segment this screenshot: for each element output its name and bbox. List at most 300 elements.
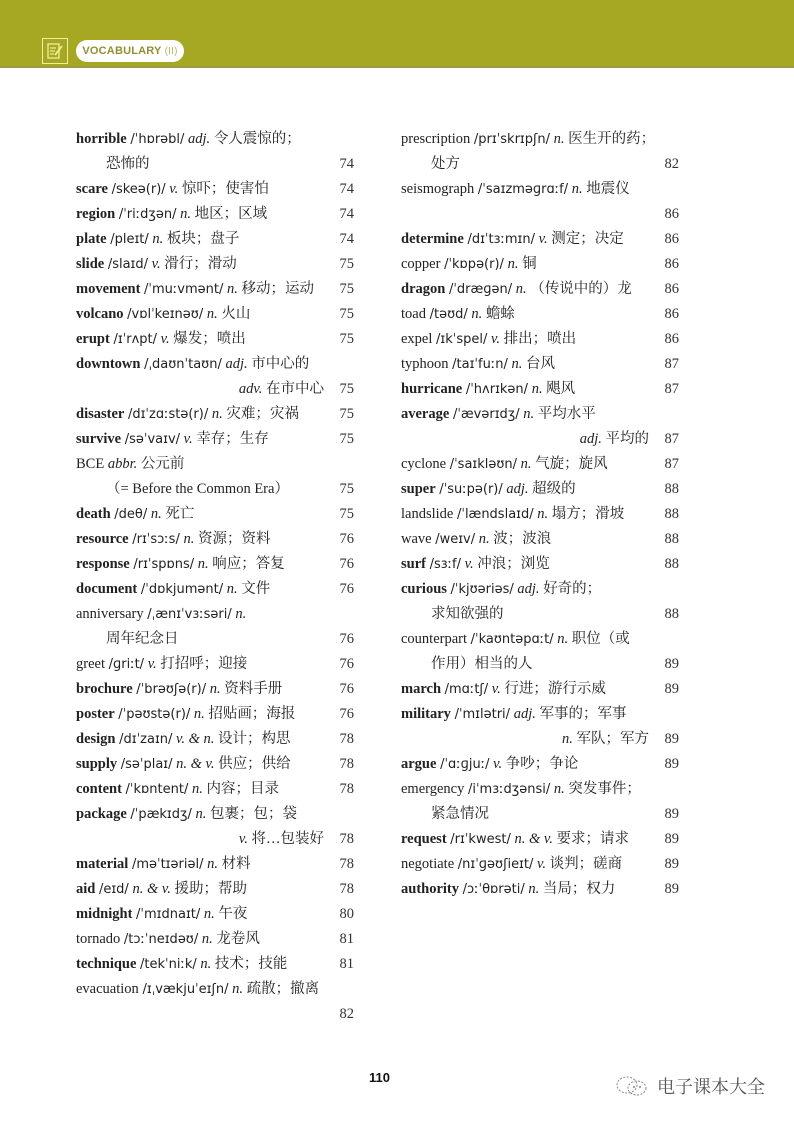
meaning-continued: 平均的 bbox=[605, 431, 649, 447]
meaning: 行进；游行示威 bbox=[504, 681, 606, 697]
page-ref: 78 bbox=[339, 756, 354, 772]
headword: erupt bbox=[76, 331, 110, 347]
page-ref: 89 bbox=[664, 831, 679, 847]
page-ref: 78 bbox=[339, 856, 354, 872]
meaning-continued bbox=[76, 1006, 106, 1022]
phonetic: /ˈdræɡən/ bbox=[448, 282, 513, 297]
headword: horrible bbox=[76, 131, 127, 147]
vocab-entry bbox=[401, 427, 679, 452]
meaning-continued: 将…包装好 bbox=[251, 831, 324, 847]
page-ref: 75 bbox=[339, 381, 354, 397]
phonetic: /rɪˈsɔːs/ bbox=[132, 532, 180, 547]
headword: cyclone bbox=[401, 456, 447, 472]
headword: survive bbox=[76, 431, 122, 447]
headword: determine bbox=[401, 231, 464, 247]
phonetic: /ˈsaɪkləʊn/ bbox=[449, 457, 518, 472]
headword: region bbox=[76, 206, 116, 222]
phonetic: /prɪˈskrɪpʃn/ bbox=[473, 132, 550, 147]
phonetic: /ˈpəʊstə(r)/ bbox=[118, 707, 191, 722]
page-ref: 78 bbox=[339, 731, 354, 747]
page-ref: 74 bbox=[339, 206, 354, 222]
phonetic: /pleɪt/ bbox=[110, 232, 149, 247]
page-ref: 87 bbox=[664, 456, 679, 472]
part-of-speech: n. bbox=[553, 781, 565, 797]
vocab-entry bbox=[76, 952, 354, 977]
page-ref: 87 bbox=[664, 381, 679, 397]
vocab-entry bbox=[76, 177, 354, 202]
phonetic: /ˈkaʊntəpɑːt/ bbox=[470, 632, 554, 647]
meaning: 医生开的药； bbox=[568, 131, 656, 147]
headword: evacuation bbox=[76, 981, 139, 997]
vocab-entry bbox=[76, 152, 354, 177]
headword: negotiate bbox=[401, 856, 455, 872]
page-ref: 86 bbox=[664, 231, 679, 247]
headword: march bbox=[401, 681, 442, 697]
vocab-entry bbox=[401, 327, 679, 352]
meaning-continued: 军队；军方 bbox=[576, 731, 649, 747]
headword: seismograph bbox=[401, 181, 475, 197]
page-ref: 86 bbox=[664, 281, 679, 297]
phonetic: /ˈmɪdnaɪt/ bbox=[136, 907, 201, 922]
headword: argue bbox=[401, 756, 437, 772]
vocab-entry bbox=[76, 652, 354, 677]
phonetic: /slaɪd/ bbox=[107, 257, 149, 272]
phonetic: /tekˈniːk/ bbox=[140, 957, 197, 972]
vocab-entry bbox=[401, 352, 679, 377]
headword: slide bbox=[76, 256, 105, 272]
vocab-entry bbox=[76, 477, 354, 502]
vocab-entry bbox=[401, 477, 679, 502]
headword: authority bbox=[401, 881, 459, 897]
part-of-speech: v. bbox=[491, 681, 501, 697]
part-of-speech: adj. bbox=[506, 481, 529, 497]
part-of-speech: v. & n. bbox=[176, 731, 215, 747]
vocab-entry bbox=[76, 302, 354, 327]
vocab-entry bbox=[76, 127, 354, 152]
headword: typhoon bbox=[401, 356, 449, 372]
headword: poster bbox=[76, 706, 115, 722]
page-ref: 81 bbox=[339, 931, 354, 947]
page-ref: 89 bbox=[664, 756, 679, 772]
meaning: 地震仪 bbox=[586, 181, 630, 197]
meaning: 爆发；喷出 bbox=[173, 331, 246, 347]
phonetic: /weɪv/ bbox=[435, 532, 476, 547]
page-ref: 75 bbox=[339, 506, 354, 522]
meaning: 招贴画；海报 bbox=[208, 706, 296, 722]
meaning: 冲浪；浏览 bbox=[477, 556, 550, 572]
page-ref: 81 bbox=[339, 956, 354, 972]
meaning: 惊吓；使害怕 bbox=[181, 181, 269, 197]
part-of-speech: n. bbox=[152, 231, 164, 247]
part-of-speech: n. bbox=[478, 531, 490, 547]
phonetic: /məˈtɪəriəl/ bbox=[131, 857, 204, 872]
meaning: 波；波浪 bbox=[493, 531, 552, 547]
headword: wave bbox=[401, 531, 432, 547]
headword: movement bbox=[76, 281, 141, 297]
headword: landslide bbox=[401, 506, 454, 522]
vocab-entry bbox=[76, 577, 354, 602]
phonetic: /ˌænɪˈvɜːsəri/ bbox=[147, 607, 232, 622]
page-ref: 88 bbox=[664, 506, 679, 522]
headword: emergency bbox=[401, 781, 465, 797]
page-ref: 88 bbox=[664, 556, 679, 572]
page-ref: 89 bbox=[664, 656, 679, 672]
notepad-pencil-icon bbox=[42, 38, 68, 64]
meaning: 好奇的； bbox=[543, 581, 602, 597]
part-of-speech: n. bbox=[523, 406, 535, 422]
phonetic: /ˈɑːɡjuː/ bbox=[440, 757, 490, 772]
meaning: 谈判；磋商 bbox=[549, 856, 623, 872]
part-of-speech: n. bbox=[193, 706, 205, 722]
vocab-entry bbox=[401, 377, 679, 402]
meaning: 平均水平 bbox=[537, 406, 596, 422]
phonetic: /nɪˈɡəʊʃieɪt/ bbox=[457, 857, 534, 872]
part-of-speech: n. bbox=[207, 856, 218, 872]
page-ref: 89 bbox=[664, 806, 679, 822]
vocab-entry bbox=[401, 127, 679, 152]
page-ref: 89 bbox=[664, 731, 679, 747]
vocab-entry bbox=[76, 402, 354, 427]
part-of-speech: n. & v. bbox=[176, 756, 215, 772]
headword: prescription bbox=[401, 131, 471, 147]
part-of-speech: v. bbox=[147, 656, 157, 672]
vocab-entry bbox=[401, 852, 679, 877]
headword: curious bbox=[401, 581, 447, 597]
meaning: 板块；盘子 bbox=[166, 231, 240, 247]
phonetic: /ˈkɒntent/ bbox=[125, 782, 189, 797]
phonetic: /ˈriːdʒən/ bbox=[118, 207, 177, 222]
part-of-speech: n. bbox=[226, 281, 238, 297]
page-ref: 74 bbox=[339, 156, 354, 172]
page-ref: 75 bbox=[339, 281, 354, 297]
headword: disaster bbox=[76, 406, 125, 422]
meaning: 幸存；生存 bbox=[196, 431, 269, 447]
meaning: 灾难；灾祸 bbox=[226, 406, 299, 422]
part-of-speech: n. bbox=[203, 906, 215, 922]
vocab-entry bbox=[401, 502, 679, 527]
page-ref: 76 bbox=[339, 706, 354, 722]
phonetic: /səˈplaɪ/ bbox=[120, 757, 173, 772]
vocab-entry bbox=[76, 552, 354, 577]
meaning: 文件 bbox=[241, 581, 271, 597]
headword: military bbox=[401, 706, 451, 722]
phonetic: /dɪˈzaɪn/ bbox=[119, 732, 173, 747]
headword: greet bbox=[76, 656, 105, 672]
headword: average bbox=[401, 406, 450, 422]
vocab-entry bbox=[76, 1002, 354, 1027]
vocab-entry bbox=[76, 827, 354, 852]
phonetic: /taɪˈfuːn/ bbox=[452, 357, 508, 372]
part-of-speech: v. bbox=[183, 431, 193, 447]
vocab-entry bbox=[401, 202, 679, 227]
meaning: 要求；请求 bbox=[556, 831, 629, 847]
headword: supply bbox=[76, 756, 118, 772]
part-of-speech: n. bbox=[235, 606, 247, 622]
headword: copper bbox=[401, 256, 441, 272]
part-of-speech: v. bbox=[238, 831, 248, 847]
part-of-speech: v. bbox=[464, 556, 474, 572]
part-of-speech: n. bbox=[180, 206, 191, 222]
phonetic: /rɪˈkwest/ bbox=[450, 832, 511, 847]
page-ref: 75 bbox=[339, 431, 354, 447]
vocab-entry bbox=[76, 277, 354, 302]
part-of-speech: n. bbox=[183, 531, 195, 547]
part-of-speech: adj. bbox=[188, 131, 211, 147]
meaning: 测定；决定 bbox=[551, 231, 624, 247]
meaning: 公元前 bbox=[140, 456, 185, 472]
meaning: 职位（或 bbox=[571, 631, 630, 647]
part-of-speech: adj. bbox=[513, 706, 536, 722]
watermark-text: 电子课本大全 bbox=[657, 1077, 765, 1098]
vocab-entry bbox=[401, 827, 679, 852]
headword: toad bbox=[401, 306, 426, 322]
vocab-entry bbox=[76, 627, 354, 652]
headword: technique bbox=[76, 956, 137, 972]
meaning: 技术；技能 bbox=[214, 956, 288, 972]
page-ref: 75 bbox=[339, 481, 354, 497]
part-of-speech: adv. bbox=[238, 381, 263, 397]
phonetic: /ɔːˈθɒrəti/ bbox=[462, 882, 525, 897]
page-ref: 74 bbox=[339, 231, 354, 247]
page-ref: 78 bbox=[339, 881, 354, 897]
page-ref: 75 bbox=[339, 306, 354, 322]
phonetic: /ˌdaʊnˈtaʊn/ bbox=[144, 357, 222, 372]
vocab-entry bbox=[76, 802, 354, 827]
meaning: 令人震惊的； bbox=[213, 131, 301, 147]
meaning: 死亡 bbox=[165, 506, 195, 522]
vocab-entry bbox=[401, 702, 679, 727]
part-of-speech: n. bbox=[507, 256, 519, 272]
meaning: 气旋；旋风 bbox=[535, 456, 608, 472]
page-ref: 86 bbox=[664, 206, 679, 222]
vocab-entry bbox=[401, 227, 679, 252]
part-of-speech: v. bbox=[490, 331, 500, 347]
vocab-entry bbox=[76, 377, 354, 402]
vocab-entry bbox=[401, 252, 679, 277]
part-of-speech: n. bbox=[206, 306, 218, 322]
phonetic: /təʊd/ bbox=[429, 307, 468, 322]
phonetic: /ɪˈrʌpt/ bbox=[113, 332, 158, 347]
meaning: 军事的；军事 bbox=[539, 706, 627, 722]
headword: aid bbox=[76, 881, 96, 897]
part-of-speech: n. bbox=[557, 631, 569, 647]
meaning-continued: 处方 bbox=[431, 156, 460, 172]
phonetic: /ˈhɒrəbl/ bbox=[130, 132, 185, 147]
part-of-speech: n. bbox=[553, 131, 565, 147]
part-of-speech: adj. bbox=[579, 431, 602, 447]
headword: death bbox=[76, 506, 111, 522]
page-ref: 75 bbox=[339, 256, 354, 272]
headword: content bbox=[76, 781, 122, 797]
meaning: 地区；区域 bbox=[194, 206, 268, 222]
phonetic: /ˈkjʊəriəs/ bbox=[450, 582, 514, 597]
page-ref: 76 bbox=[339, 581, 354, 597]
page-ref: 87 bbox=[664, 356, 679, 372]
meaning-continued: 周年纪念日 bbox=[106, 631, 179, 647]
vocab-entry bbox=[401, 452, 679, 477]
meaning: 设计；构思 bbox=[218, 731, 291, 747]
page-ref: 78 bbox=[339, 831, 354, 847]
part-of-speech: n. bbox=[515, 281, 527, 297]
vocab-entry bbox=[401, 627, 679, 652]
vocab-entry bbox=[76, 677, 354, 702]
phonetic: /skeə(r)/ bbox=[111, 182, 166, 197]
headword: resource bbox=[76, 531, 129, 547]
page-ref: 76 bbox=[339, 631, 354, 647]
part-of-speech: n. bbox=[150, 506, 162, 522]
page-ref: 86 bbox=[664, 256, 679, 272]
meaning: 滑行；滑动 bbox=[164, 256, 237, 272]
meaning: 供应；供给 bbox=[218, 756, 291, 772]
phonetic: /ˈpækɪdʒ/ bbox=[130, 807, 192, 822]
vocab-entry bbox=[76, 877, 354, 902]
vocab-entry bbox=[76, 602, 354, 627]
meaning: 包裹；包；袋 bbox=[209, 806, 297, 822]
phonetic: /ˈsaɪzməɡrɑːf/ bbox=[477, 182, 569, 197]
vocab-entry bbox=[401, 152, 679, 177]
phonetic: /mɑːtʃ/ bbox=[444, 682, 489, 697]
vocab-entry bbox=[401, 677, 679, 702]
phonetic: /ˈsuːpə(r)/ bbox=[439, 482, 503, 497]
vocab-entry bbox=[76, 752, 354, 777]
page-ref: 88 bbox=[664, 531, 679, 547]
page-ref: 76 bbox=[339, 681, 354, 697]
part-of-speech: abbr. bbox=[107, 456, 138, 472]
page-number: 110 bbox=[369, 1070, 390, 1085]
page-ref: 88 bbox=[664, 606, 679, 622]
meaning: 排出；喷出 bbox=[503, 331, 577, 347]
meaning: 打招呼；迎接 bbox=[160, 656, 248, 672]
meaning-continued: 紧急情况 bbox=[431, 806, 489, 822]
page-ref: 76 bbox=[339, 531, 354, 547]
vocab-entry bbox=[401, 402, 679, 427]
vocab-entry bbox=[76, 252, 354, 277]
meaning: 资源；资料 bbox=[197, 531, 271, 547]
page-ref: 76 bbox=[339, 556, 354, 572]
meaning: 火山 bbox=[221, 306, 251, 322]
vocab-entry bbox=[76, 852, 354, 877]
part-of-speech: n. bbox=[471, 306, 483, 322]
part-of-speech: n. bbox=[211, 406, 223, 422]
headword: anniversary bbox=[76, 606, 144, 622]
page-ref: 88 bbox=[664, 481, 679, 497]
phonetic: /vɒlˈkeɪnəʊ/ bbox=[127, 307, 204, 322]
vocab-entry bbox=[401, 177, 679, 202]
vocab-entry bbox=[76, 527, 354, 552]
page-ref: 82 bbox=[339, 1006, 354, 1022]
wechat-icon bbox=[615, 1075, 649, 1097]
watermark bbox=[615, 1073, 765, 1099]
vocab-entry bbox=[401, 877, 679, 902]
meaning: （传说中的）龙 bbox=[530, 281, 632, 297]
part-of-speech: v. bbox=[160, 331, 170, 347]
meaning: 当局；权力 bbox=[542, 881, 616, 897]
phonetic: /deθ/ bbox=[114, 507, 148, 522]
meaning-continued: （= Before the Common Era） bbox=[106, 481, 289, 497]
page-ref: 87 bbox=[664, 431, 679, 447]
meaning: 争吵；争论 bbox=[505, 756, 579, 772]
page-ref: 89 bbox=[664, 681, 679, 697]
meaning: 龙卷风 bbox=[216, 931, 260, 947]
vocab-column-left bbox=[76, 127, 354, 1027]
meaning-continued: 在市中心 bbox=[266, 381, 324, 397]
meaning: 市中心的 bbox=[251, 356, 310, 372]
part-of-speech: v. bbox=[537, 856, 546, 872]
meaning: 响应；答复 bbox=[212, 556, 285, 572]
headword: dragon bbox=[401, 281, 446, 297]
part-of-speech: adj. bbox=[517, 581, 540, 597]
part-of-speech: v. bbox=[493, 756, 503, 772]
headword: counterpart bbox=[401, 631, 468, 647]
page-ref: 75 bbox=[339, 331, 354, 347]
page-ref: 74 bbox=[339, 181, 354, 197]
part-of-speech: n. bbox=[195, 806, 207, 822]
section-title: VOCABULARY bbox=[82, 45, 162, 57]
phonetic: /dɪˈzɑːstə(r)/ bbox=[127, 407, 209, 422]
meaning: 资料手册 bbox=[224, 681, 283, 697]
vocab-entry bbox=[76, 777, 354, 802]
headword: BCE bbox=[76, 456, 105, 472]
section-label bbox=[76, 40, 184, 62]
headword: plate bbox=[76, 231, 107, 247]
phonetic: /tɔːˈneɪdəʊ/ bbox=[123, 932, 199, 947]
vocab-entry bbox=[76, 352, 354, 377]
vocab-entry bbox=[76, 927, 354, 952]
meaning-continued: 求知欲强的 bbox=[431, 606, 504, 622]
part-of-speech: n. bbox=[528, 881, 540, 897]
part-of-speech: n. bbox=[201, 931, 213, 947]
vocab-entry bbox=[401, 577, 679, 602]
meaning: 材料 bbox=[221, 856, 251, 872]
headword: material bbox=[76, 856, 129, 872]
phonetic: /ˈhʌrɪkən/ bbox=[465, 382, 529, 397]
headword: request bbox=[401, 831, 447, 847]
vocab-entry bbox=[401, 652, 679, 677]
part-of-speech: n. bbox=[232, 981, 243, 997]
phonetic: /sɜːf/ bbox=[429, 557, 462, 572]
meaning: 蟾蜍 bbox=[485, 306, 515, 322]
page-ref: 80 bbox=[339, 906, 354, 922]
headword: package bbox=[76, 806, 127, 822]
phonetic: /ˈbrəʊʃə(r)/ bbox=[136, 682, 207, 697]
page-ref: 89 bbox=[664, 881, 679, 897]
page-ref: 86 bbox=[664, 331, 679, 347]
headword: hurricane bbox=[401, 381, 463, 397]
part-of-speech: v. bbox=[151, 256, 161, 272]
meaning-continued bbox=[401, 206, 431, 222]
part-of-speech: n. bbox=[562, 731, 573, 747]
vocab-entry bbox=[76, 502, 354, 527]
headword: design bbox=[76, 731, 116, 747]
vocab-entry bbox=[76, 227, 354, 252]
phonetic: /eɪd/ bbox=[98, 882, 129, 897]
part-of-speech: n. bbox=[226, 581, 238, 597]
meaning: 塌方；滑坡 bbox=[551, 506, 625, 522]
vocab-entry bbox=[76, 902, 354, 927]
vocab-entry bbox=[76, 977, 354, 1002]
phonetic: /iˈmɜːdʒənsi/ bbox=[467, 782, 551, 797]
meaning: 内容；目录 bbox=[206, 781, 279, 797]
vocab-entry bbox=[401, 752, 679, 777]
headword: document bbox=[76, 581, 138, 597]
vocab-entry bbox=[76, 702, 354, 727]
meaning-continued: 作用）相当的人 bbox=[431, 656, 533, 672]
headword: response bbox=[76, 556, 130, 572]
part-of-speech: n. bbox=[537, 506, 549, 522]
part-of-speech: n. bbox=[200, 956, 212, 972]
meaning: 午夜 bbox=[218, 906, 248, 922]
vocab-entry bbox=[401, 302, 679, 327]
